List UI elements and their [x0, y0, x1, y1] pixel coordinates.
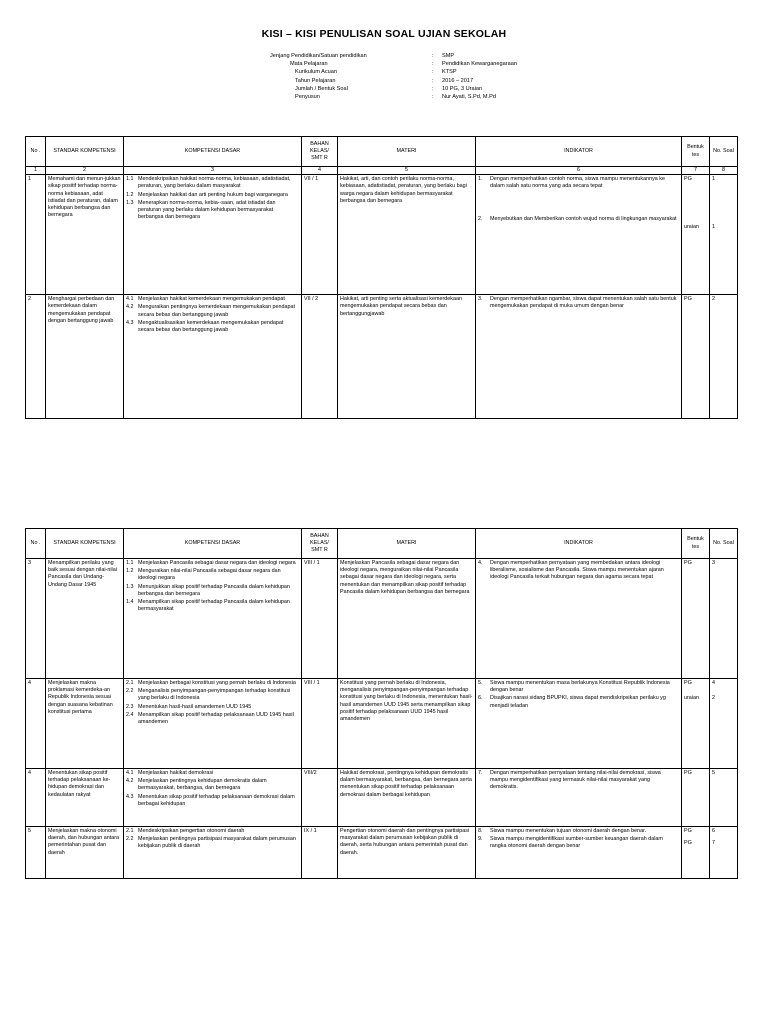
indikator-text: Dengan memperhatikan contoh norma, siswa mampu menentukannya ke dalam salah satu norma yang ada secara tepat: [490, 176, 665, 190]
row-no-soal: [710, 769, 738, 827]
row-bentuk-tes: [682, 559, 710, 679]
col-header-no: No .: [26, 137, 46, 167]
kd-item: [126, 304, 299, 318]
kd-item: [126, 568, 299, 582]
col-header-indikator: INDIKATOR: [476, 529, 682, 559]
meta-value: SMP: [442, 53, 455, 59]
table-row: [26, 559, 738, 679]
nosoal-value: 1: [712, 176, 715, 183]
kd-text: Menunjukkan sikap positif terhadap Pancasila dalam kehidupan berbangsa dan bernegara: [138, 583, 290, 597]
row-standar-kompetensi: Memahami dan menun-jukkan sikap positif terhadap norma-norma kebiasaan, adat istiadat dan peraturan, dalam kehidupan berbangsa dan bernegara: [46, 175, 124, 295]
kd-item: [126, 176, 299, 190]
kd-text: Mengaktualisasikan kemerdekaan mengemukakan pendapat secara bebas dan bertanggung jawab: [138, 319, 284, 334]
col-header-indikator: INDIKATOR: [476, 137, 682, 167]
meta-separator: :: [432, 94, 434, 101]
row-indikator: [476, 295, 682, 419]
table-row: [26, 769, 738, 827]
meta-row: [270, 93, 517, 101]
indikator-number: 3.: [478, 296, 483, 303]
table-row: [26, 295, 738, 419]
meta-separator: :: [432, 85, 434, 92]
row-no: 2: [26, 295, 46, 419]
column-number: 7: [682, 167, 710, 175]
col-header-kompetensi-dasar: KOMPETENSI DASAR: [124, 529, 302, 559]
meta-label: Tahun Pelajaran: [295, 77, 336, 84]
row-materi: Konstitusi yang pernah berlaku di Indonesia, menganalisis penyimpangan-penyimpangan terhadap konstitusi yang berlaku di Indonesia, menentukan hasil-hasil amandemen UUD 1945 serta menampilkan sikap positif terhadap pelaksanaan UUD 1945 hasil amandemen: [338, 679, 476, 769]
row-kompetensi-dasar: [124, 679, 302, 769]
kd-item: [126, 584, 299, 598]
kd-item: [126, 828, 299, 835]
row-kompetensi-dasar: [124, 827, 302, 879]
bentuk-value: PG: [684, 296, 692, 303]
col-header-bahan-kelas: BAHAN KELAS/ SMT R: [302, 137, 338, 167]
row-indikator: [476, 827, 682, 879]
kd-text: Menentukan sikap positif terhadap pelaksanaan demokrasi dalam berbagai kehidupan: [138, 793, 295, 807]
indikator-item: [478, 680, 679, 694]
indikator-number: 6.: [478, 695, 483, 702]
indikator-text: Dengan memperhatikan pernyataan yang membedakan antara ideologi liberalisme, sosialisme dan Pancasila. Siswa mampu menentukan ajaran ideologi Pancasila terkait hubungan negara dan agama secara tepat: [490, 560, 664, 581]
row-bahan-kelas: VII / 1: [302, 175, 338, 295]
indikator-text: Dengan memperhatikan pernyataan tentang nilai-nilai demokrasi, siswa mampu mengidentifikasi yang termasuk nilai-nilai masyarakat yang demokratis.: [490, 770, 661, 791]
kd-text: Menjelaskan pentingnya partisipasi masyarakat dalam perumusan kebijakan publik di daerah: [138, 836, 296, 850]
nosoal-value: 4: [712, 680, 715, 686]
col-header-bahan-kelas: BAHAN KELAS/ SMT R: [302, 529, 338, 559]
kd-number: 4.2: [126, 778, 134, 785]
meta-label: Mata Pelajaran: [290, 61, 328, 68]
kd-text: Menjelaskan hakikat kemerdekaan mengemukakan pendapat: [138, 296, 285, 303]
indikator-text: Siswa mampu menentukan tujuan otonomi daerah dengan benar.: [490, 828, 647, 834]
kd-number: 4.1: [126, 296, 134, 303]
meta-separator: :: [432, 77, 434, 84]
kd-text: Mendeskripsikan pengertian otonomi daerah: [138, 828, 245, 834]
kd-item: [126, 320, 299, 334]
indikator-number: 1.: [478, 176, 483, 183]
indikator-text: Siswa mampu menentukan masa berlakunya Konstitusi Republik Indonesia dengan benar: [490, 680, 670, 694]
document-meta: [270, 52, 517, 101]
row-no: 5: [26, 827, 46, 879]
kd-number: 1.3: [126, 583, 134, 590]
column-number: 6: [476, 167, 682, 175]
kd-number: 2.2: [126, 688, 134, 695]
kd-text: Mendeskripsikan hakikat norma-norma, kebiasaan, adatistiadat, peraturan, yang berlaku dalam masyarakat: [138, 176, 291, 190]
kd-item: [126, 836, 299, 850]
kd-number: 4.3: [126, 793, 134, 800]
indikator-number: 2.: [478, 215, 483, 222]
kd-text: Menjelaskan pentingnya kehidupan demokratis dalam bermasyarakat, berbangsa, dan bernegara: [138, 778, 267, 792]
indikator-item: [478, 296, 679, 310]
col-header-standar-kompetensi: STANDAR KOMPETENSI: [46, 529, 124, 559]
kd-number: 2.1: [126, 828, 134, 834]
bentuk-value: PG: [684, 840, 692, 847]
row-indikator: [476, 679, 682, 769]
indikator-item: [478, 176, 679, 190]
row-materi: Menjelaskan Pancasila sebagai dasar negara dan ideologi negara, menguraikan nilai-nilai Pancasila sebagai dasar negara dan ideologi negara, serta menentukan dan menampilkan sikap positif terhadap Pancasila dalam kehidupan berbangsa dan bernegara: [338, 559, 476, 679]
indikator-item: [478, 836, 679, 850]
meta-label: Penyusun: [295, 94, 320, 101]
kd-text: Menampilkan sikap positif terhadap pelaksanaan UUD 1945 hasil amandemen: [138, 711, 294, 726]
nosoal-value: 6: [712, 828, 715, 834]
column-number: 8: [710, 167, 738, 175]
kd-number: 1.1: [126, 560, 134, 566]
indikator-text: Siswa mampu mengidentifikasi sumber-sumber keuangan daerah dalam rangka otonomi daerah dengan benar: [490, 836, 663, 850]
meta-row: [270, 52, 517, 60]
indikator-item: [478, 695, 679, 709]
kd-number: 2.2: [126, 836, 134, 843]
bentuk-value: PG: [684, 560, 692, 566]
col-header-no-soal: No. Soal: [710, 137, 738, 167]
table-row: [26, 679, 738, 769]
kd-number: 4.2: [126, 304, 134, 311]
meta-label: Jumlah / Bentuk Soal: [295, 85, 348, 92]
table-row: [26, 827, 738, 879]
col-header-no-soal: No. Soal: [710, 529, 738, 559]
row-standar-kompetensi: Menghargai perbedaan dan kemerdekaan dalam mengemukakan pendapat dengan bertanggung jawab: [46, 295, 124, 419]
row-kompetensi-dasar: [124, 559, 302, 679]
kd-number: 4.1: [126, 770, 134, 776]
row-no-soal: [710, 175, 738, 295]
col-header-bentuk-tes: Bentuk tes: [682, 529, 710, 559]
meta-value: Nur Ayati, S.Pd, M.Pd: [442, 94, 496, 101]
indikator-text: Disajikan narasi sidang BPUPKI, siswa dapat mendiskripsikan perilaku yg menjadi teladan: [490, 695, 666, 709]
kd-text: Menjelaskan berbagai konstitusi yang pernah berlaku di Indonesia: [138, 680, 296, 686]
kd-item: [126, 778, 299, 792]
row-materi: Hakikat, arti penting serta aktualisasi kemerdekaan mengemukakan pendapat secara bebas dan bertanggungjawab: [338, 295, 476, 419]
kd-number: 1.2: [126, 568, 134, 575]
meta-value: 2016 – 2017: [442, 77, 474, 84]
kd-text: Menguraikan nilai-nilai Pancasila sebagai dasar negara dan ideologi negara: [138, 568, 281, 582]
kd-item: [126, 680, 299, 687]
meta-row: [270, 68, 517, 76]
kd-number: 2.4: [126, 711, 134, 718]
kd-item: [126, 560, 299, 567]
indikator-number: 7.: [478, 770, 483, 776]
row-no-soal: [710, 827, 738, 879]
bentuk-value: uraian: [684, 224, 699, 231]
row-indikator: [476, 559, 682, 679]
nosoal-value: 5: [712, 770, 715, 776]
nosoal-value: 2: [712, 695, 715, 702]
row-bahan-kelas: VIII / 1: [302, 679, 338, 769]
kd-text: Menjelaskan hakikat demokrasi: [138, 770, 214, 776]
bentuk-value: PG: [684, 828, 692, 834]
kd-text: Menerapkan norma-norma, kebia--saan, adat istiadat dan peraturan yang berlaku dalam kehidupan bermasyarakat berbangsa dan bernegara: [138, 199, 276, 221]
row-materi: Hakikat demokrasi, pentingnya kehidupan demokratis dalam bermasyarakat, berbangsa, dan bernegara serta menentukan sikap positif terhadap pelaksanaan demokrasi dalam berbagai kehidupan: [338, 769, 476, 827]
row-no: 4: [26, 769, 46, 827]
meta-row: [270, 85, 517, 93]
kd-number: 2.3: [126, 703, 134, 710]
nosoal-value: 2: [712, 296, 715, 303]
row-kompetensi-dasar: [124, 769, 302, 827]
row-bentuk-tes: [682, 295, 710, 419]
kd-text: Menganalisis penyimpangan-penyimpangan terhadap konstitusi yang berlaku di Indonesia: [138, 688, 291, 702]
kisi-table-1: [25, 136, 738, 419]
row-indikator: [476, 175, 682, 295]
kd-number: 2.1: [126, 680, 134, 686]
nosoal-value: 3: [712, 560, 715, 566]
row-bentuk-tes: [682, 175, 710, 295]
meta-value: KTSP: [442, 69, 457, 76]
row-bahan-kelas: VIII / 1: [302, 559, 338, 679]
col-header-materi: MATERI: [338, 137, 476, 167]
kd-number: 4.3: [126, 319, 134, 326]
row-bahan-kelas: VII / 2: [302, 295, 338, 419]
kd-item: [126, 770, 299, 777]
row-bentuk-tes: [682, 827, 710, 879]
column-number-row: [26, 167, 738, 175]
kd-item: [126, 794, 299, 808]
indikator-text: Menyebutkan dan Memberikan contoh wujud norma di lingkungan masyarakat: [490, 215, 677, 222]
column-number: 3: [124, 167, 302, 175]
table-row: [26, 175, 738, 295]
kd-number: 1.1: [126, 176, 134, 183]
row-no-soal: [710, 295, 738, 419]
row-materi: Pengertian otonomi daerah dan pentingnya partisipasi masyarakat dalam perumusan kebijakan publik di daerah, serta hubungan antara pemerintah pusat dan daerah.: [338, 827, 476, 879]
kd-item: [126, 296, 299, 303]
nosoal-value: 1: [712, 224, 715, 231]
column-number: 2: [46, 167, 124, 175]
row-materi: Hakikat, arti, dan contoh perilaku norma-norma, kebiasaan, adatistiadat, peraturan, yang berlaku bagi warga negara dalam kehidupan bermasyarakat berbangsa dan bernegara: [338, 175, 476, 295]
kd-item: [126, 688, 299, 702]
column-number: 4: [302, 167, 338, 175]
indikator-item: [478, 560, 679, 582]
row-indikator: [476, 769, 682, 827]
col-header-no: No .: [26, 529, 46, 559]
indikator-item: [478, 828, 679, 835]
indikator-number: 4.: [478, 560, 483, 566]
row-no: 4: [26, 679, 46, 769]
row-kompetensi-dasar: [124, 295, 302, 419]
row-standar-kompetensi: Menampilkan perilaku yang baik sesuai dengan nilai-nilai Pancasila dan Undang-Undang Dasar 1945: [46, 559, 124, 679]
meta-row: [270, 60, 517, 68]
row-no: 3: [26, 559, 46, 679]
col-header-bentuk-tes: Bentuk tes: [682, 137, 710, 167]
indikator-item: [478, 216, 679, 223]
meta-separator: :: [432, 69, 434, 76]
row-no-soal: [710, 679, 738, 769]
meta-value: Pendidikan Kewarganegaraan: [442, 61, 517, 68]
indikator-number: 8.: [478, 828, 483, 834]
meta-value: 10 PG, 3 Uraian: [442, 85, 483, 92]
row-standar-kompetensi: Menjelaskan makna otonomi daerah, dan hubungan antara pemerintahan pusat dan daerah: [46, 827, 124, 879]
row-bahan-kelas: IX / 1: [302, 827, 338, 879]
bentuk-value: PG: [684, 770, 692, 776]
table-header-row: [26, 137, 738, 167]
kd-item: [126, 192, 299, 199]
col-header-materi: MATERI: [338, 529, 476, 559]
row-kompetensi-dasar: [124, 175, 302, 295]
kd-item: [126, 599, 299, 613]
document-title: KISI – KISI PENULISAN SOAL UJIAN SEKOLAH: [261, 28, 507, 40]
col-header-kompetensi-dasar: KOMPETENSI DASAR: [124, 137, 302, 167]
indikator-text: Dengan memperhatikan ngambar, siswa dapat menentukan salah satu bentuk mengemukakan pendapat di muka umum dengan benar: [490, 296, 677, 310]
meta-row: [270, 77, 517, 85]
kd-text: Menjelaskan hakikat dan arti penting hukum bagi warganegara: [138, 191, 288, 198]
meta-label: Kurikulum Acuan: [295, 69, 337, 76]
kd-item: [126, 200, 299, 222]
kd-text: Menampilkan sikap positif terhadap Pancasila dalam kehidupan bermasyarakat: [138, 599, 290, 613]
kd-number: 1.2: [126, 191, 134, 198]
kd-number: 1.4: [126, 599, 134, 606]
nosoal-value: 7: [712, 840, 715, 847]
row-no: 1: [26, 175, 46, 295]
kd-text: Menjelaskan Pancasila sebagai dasar negara dan ideologi negara: [138, 560, 296, 566]
meta-label: Jenjang Pendidikan/Satuan pendidikan: [270, 53, 367, 59]
row-standar-kompetensi: Menentukan sikap positif terhadap pelaksanaan ke-hidupan demokrasi dan kedaulatan rakyat: [46, 769, 124, 827]
kd-text: Menentukan hasil-hasil amandemen UUD 1945: [138, 703, 252, 710]
kd-number: 1.3: [126, 199, 134, 206]
indikator-item: [478, 770, 679, 792]
row-bahan-kelas: VIII/2: [302, 769, 338, 827]
indikator-number: 5.: [478, 680, 483, 686]
col-header-standar-kompetensi: STANDAR KOMPETENSI: [46, 137, 124, 167]
kd-text: Menguraikan pentingnya kemerdekaan mengemukakan pendapat secara bebas dan bertanggung jawab: [138, 304, 296, 318]
table-header-row: [26, 529, 738, 559]
kd-item: [126, 712, 299, 726]
indikator-number: 9.: [478, 836, 483, 843]
meta-separator: :: [432, 61, 434, 68]
bentuk-value: uraian: [684, 695, 699, 702]
kd-item: [126, 704, 299, 711]
row-bentuk-tes: [682, 769, 710, 827]
bentuk-value: PG: [684, 680, 692, 686]
meta-separator: :: [432, 53, 434, 59]
row-no-soal: [710, 559, 738, 679]
column-number: 5: [338, 167, 476, 175]
bentuk-value: PG: [684, 176, 692, 183]
column-number: 1: [26, 167, 46, 175]
kisi-table-2: [25, 528, 738, 879]
row-standar-kompetensi: Menjelaskan makna proklamasi kemerdeka-an Republik Indonesia sesuai dengan suasana kebatinan konstitusi pertama: [46, 679, 124, 769]
row-bentuk-tes: [682, 679, 710, 769]
